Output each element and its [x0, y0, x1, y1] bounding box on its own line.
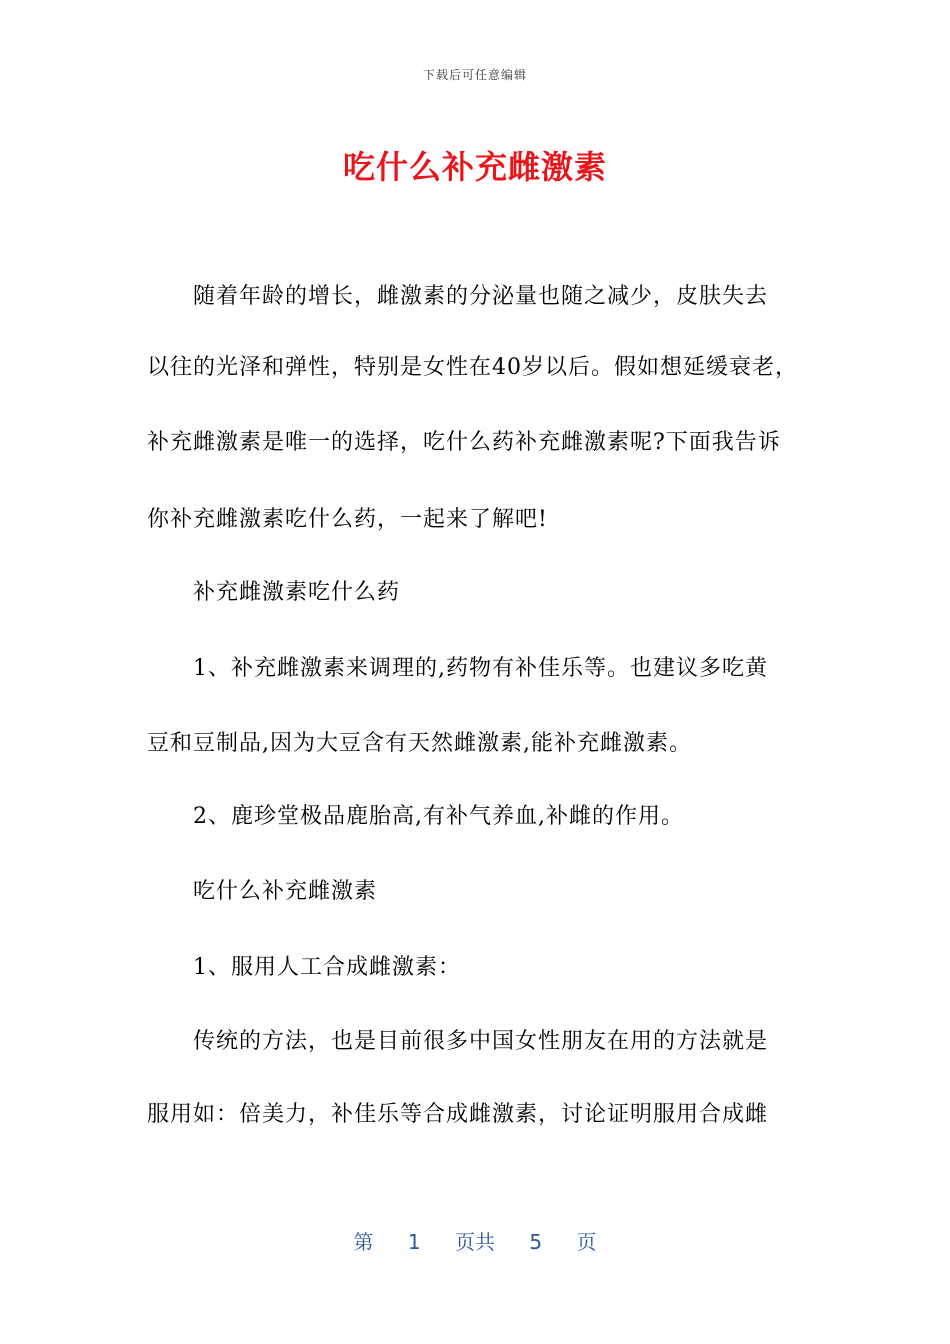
paragraph-line: 传统的方法，也是目前很多中国女性朋友在用的方法就是: [193, 1029, 769, 1054]
paragraph-line: 豆和豆制品,因为大豆含有天然雌激素,能补充雌激素。: [147, 731, 692, 756]
paragraph-line: 你补充雌激素吃什么药，一起来了解吧!: [147, 507, 548, 532]
footer-total-pages: 5: [529, 1230, 543, 1254]
paragraph-line: 补充雌激素是唯一的选择，吃什么药补充雌激素呢?下面我告诉: [147, 430, 781, 455]
paragraph-line: 随着年龄的增长，雌激素的分泌量也随之减少，皮肤失去: [193, 284, 769, 309]
paragraph-line: 1、服用人工合成雌激素：: [193, 955, 461, 980]
footer-suffix: 页: [576, 1230, 597, 1254]
header-note: 下载后可任意编辑: [422, 68, 527, 82]
paragraph-line: 服用如：倍美力，补佳乐等合成雌激素，讨论证明服用合成雌: [147, 1102, 769, 1127]
footer-prefix: 第: [353, 1230, 374, 1254]
section-heading: 吃什么补充雌激素: [193, 879, 378, 904]
page-footer: [0, 1226, 950, 1255]
section-heading: 补充雌激素吃什么药: [193, 580, 401, 605]
footer-page-number: 1: [407, 1230, 421, 1254]
paragraph-line: 2、鹿珍堂极品鹿胎高,有补气养血,补雌的作用。: [193, 804, 684, 829]
paragraph-line: 1、补充雌激素来调理的,药物有补佳乐等。也建议多吃黄: [193, 656, 768, 681]
document-title: 吃什么补充雌激素: [342, 148, 607, 186]
paragraph-line: 以往的光泽和弹性，特别是女性在40岁以后。假如想延缓衰老，: [147, 355, 798, 380]
footer-middle: 页共: [455, 1230, 495, 1254]
